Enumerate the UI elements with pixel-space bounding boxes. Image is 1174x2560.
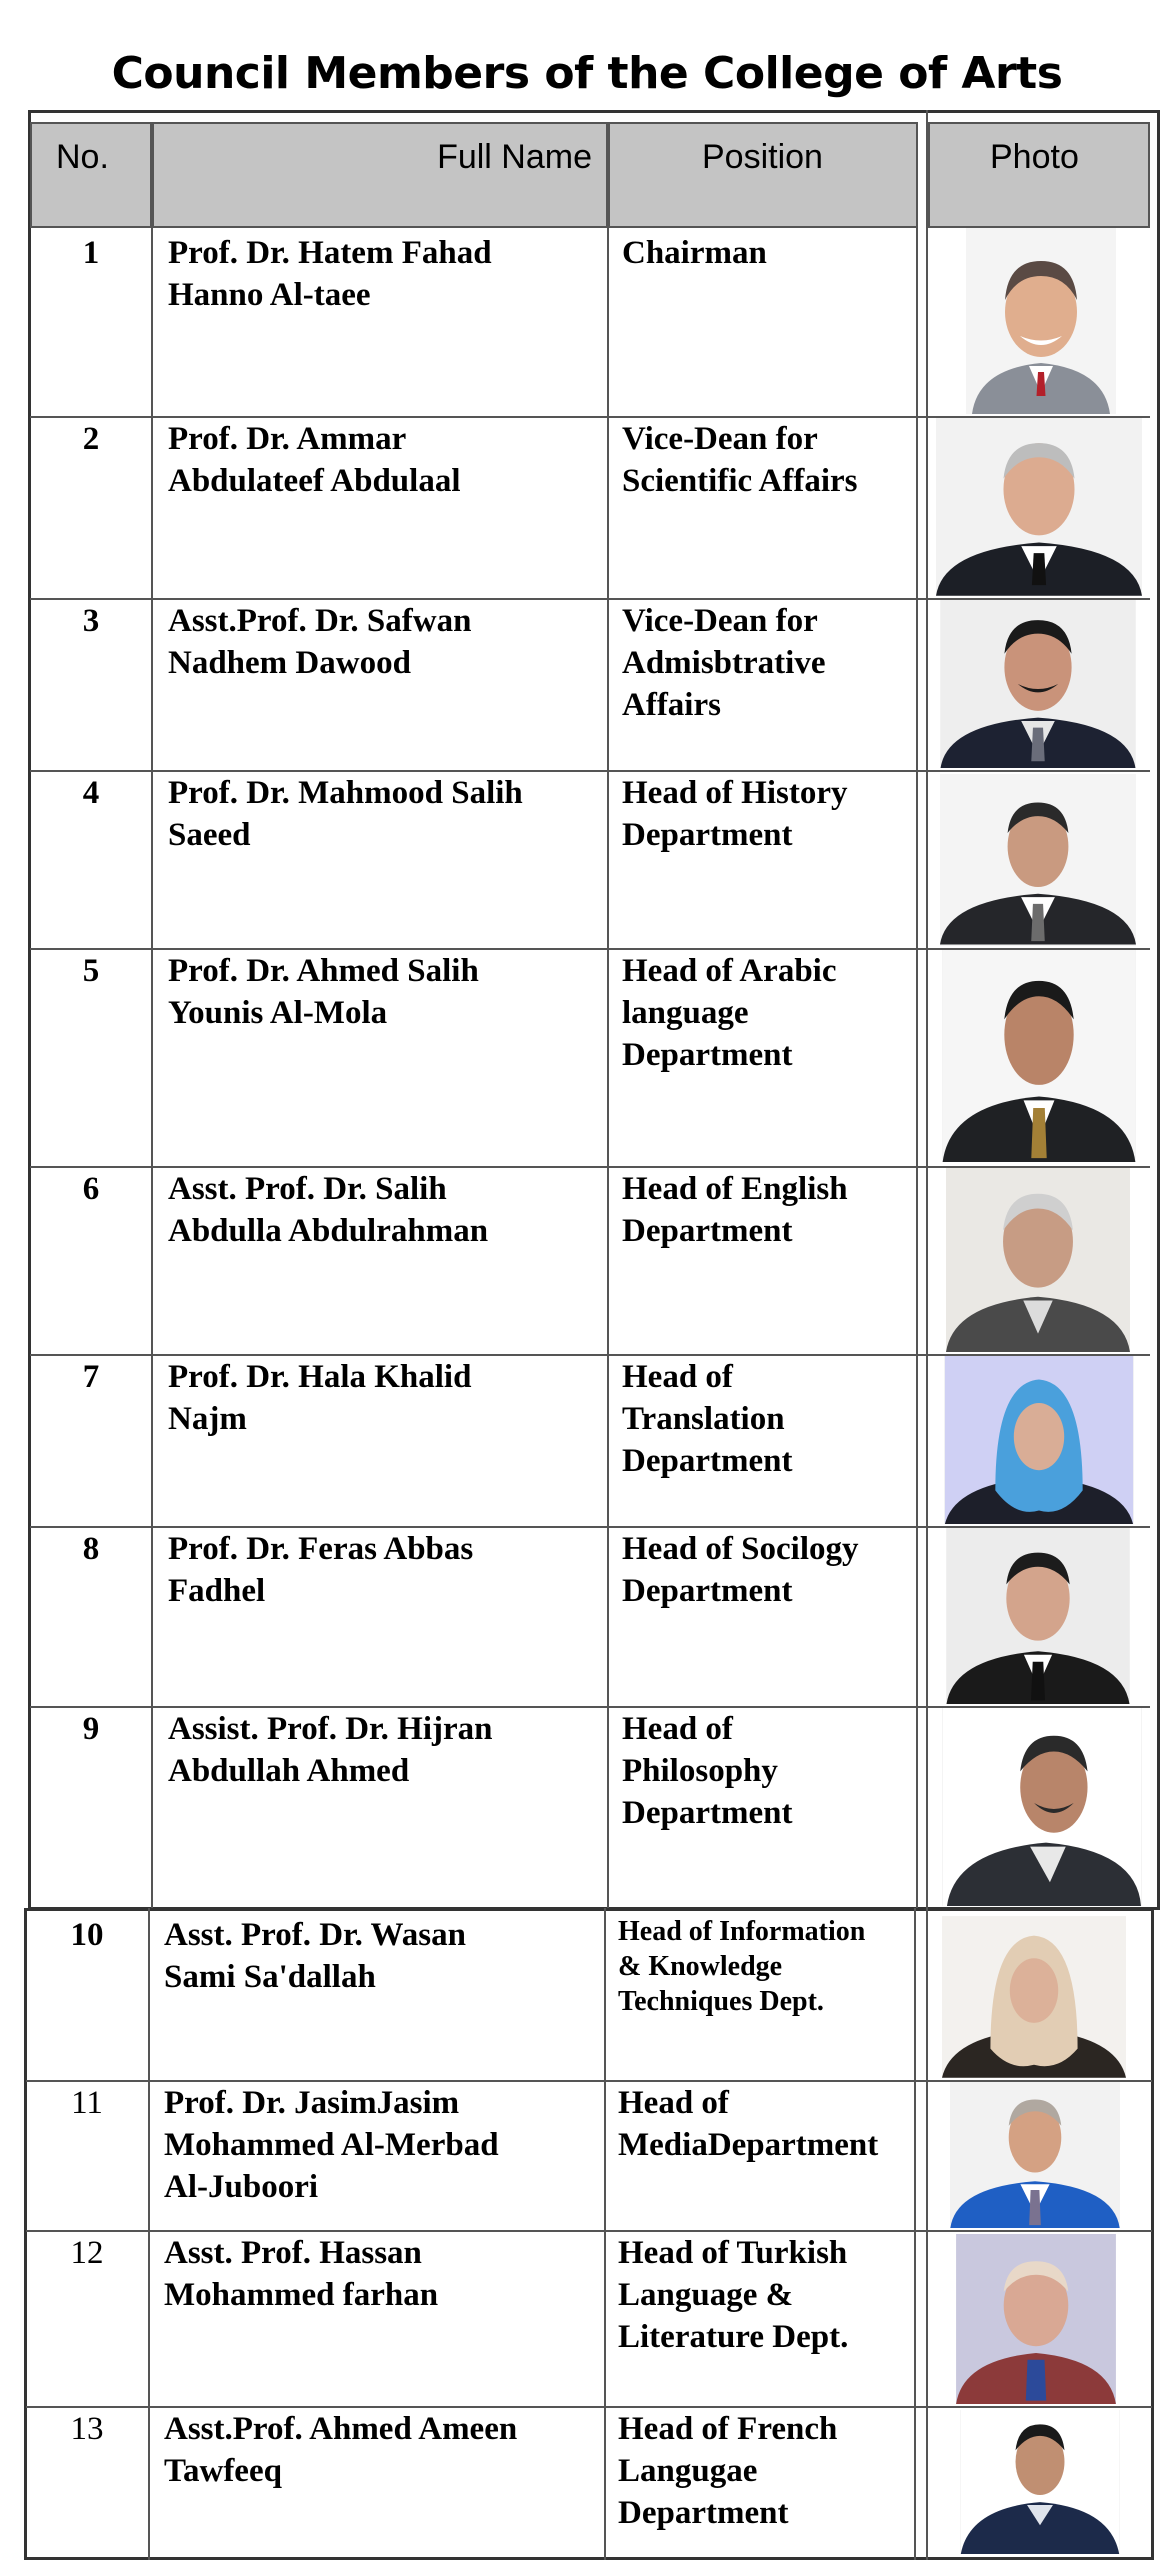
portrait-photo — [956, 2234, 1116, 2404]
member-name: Prof. Dr. Ahmed Salih Younis Al-Mola — [168, 953, 479, 1031]
portrait-photo — [940, 600, 1136, 768]
portrait-photo — [966, 228, 1116, 414]
portrait-photo — [942, 1916, 1126, 2078]
member-name: Assist. Prof. Dr. Hijran Abdullah Ahmed — [168, 1711, 493, 1789]
member-name: Asst.Prof. Dr. Safwan Nadhem Dawood — [168, 603, 472, 681]
member-position: Head of Arabic language Department — [622, 953, 837, 1073]
member-number: 1 — [82, 235, 100, 271]
member-position: Head of Philosophy Department — [622, 1711, 793, 1831]
portrait-photo — [940, 774, 1136, 946]
member-number: 7 — [82, 1359, 100, 1395]
portrait-photo — [946, 1528, 1130, 1704]
member-position: Head of MediaDepartment — [618, 2085, 879, 2163]
portrait-photo — [946, 1168, 1130, 1352]
header-position: Position — [608, 122, 918, 228]
member-position: Head of Socilogy Department — [622, 1531, 859, 1609]
member-number: 2 — [82, 421, 100, 457]
member-position: Head of French Langugae Department — [618, 2411, 838, 2531]
grid-vline — [148, 1908, 150, 2560]
member-number: 6 — [82, 1171, 100, 1207]
portrait-photo — [944, 1356, 1134, 1524]
member-number: 13 — [70, 2411, 104, 2447]
member-name: Asst. Prof. Dr. Salih Abdulla Abdulrahman — [168, 1171, 489, 1249]
member-number: 11 — [71, 2085, 103, 2121]
page-title: Council Members of the College of Arts — [111, 48, 1063, 99]
portrait-photo — [960, 2410, 1120, 2554]
member-name: Prof. Dr. Hala Khalid Najm — [168, 1359, 472, 1437]
member-name: Prof. Dr. Ammar Abdulateef Abdulaal — [168, 421, 461, 499]
member-number: 12 — [70, 2235, 104, 2271]
member-name: Asst. Prof. Hassan Mohammed farhan — [164, 2235, 439, 2313]
member-position: Vice-Dean for Admisbtrative Affairs — [622, 603, 826, 723]
member-position: Head of Information & Knowledge Techniques Dept. — [618, 1916, 866, 2017]
member-name: Prof. Dr. JasimJasim Mohammed Al-Merbad Al-Juboori — [164, 2085, 499, 2205]
member-number: 3 — [82, 603, 100, 639]
member-position: Head of English Department — [622, 1171, 848, 1249]
member-position: Head of Turkish Language & Literature Dept. — [618, 2235, 849, 2355]
member-name: Prof. Dr. Feras Abbas Fadhel — [168, 1531, 474, 1609]
member-position: Head of History Department — [622, 775, 848, 853]
member-name: Prof. Dr. Mahmood Salih Saeed — [168, 775, 523, 853]
member-position: Head of Translation Department — [622, 1359, 793, 1479]
member-name: Prof. Dr. Hatem Fahad Hanno Al-taee — [168, 235, 492, 313]
member-name: Asst.Prof. Ahmed Ameen Tawfeeq — [164, 2411, 518, 2489]
member-number: 4 — [82, 775, 100, 811]
portrait-photo — [942, 950, 1136, 1162]
portrait-photo — [950, 2082, 1120, 2228]
member-name: Asst. Prof. Dr. Wasan Sami Sa'dallah — [164, 1917, 466, 1995]
header-full-name: Full Name — [152, 122, 608, 228]
member-position: Vice-Dean for Scientific Affairs — [622, 421, 858, 499]
member-number: 8 — [82, 1531, 100, 1567]
member-number: 10 — [70, 1917, 104, 1953]
header-photo: Photo — [928, 122, 1150, 228]
grid-vline — [151, 228, 153, 1908]
portrait-photo — [942, 1708, 1142, 1906]
member-number: 5 — [82, 953, 100, 989]
member-number: 9 — [82, 1711, 100, 1747]
header-no: No. — [30, 122, 152, 228]
member-position: Chairman — [622, 235, 767, 271]
portrait-photo — [936, 418, 1142, 596]
